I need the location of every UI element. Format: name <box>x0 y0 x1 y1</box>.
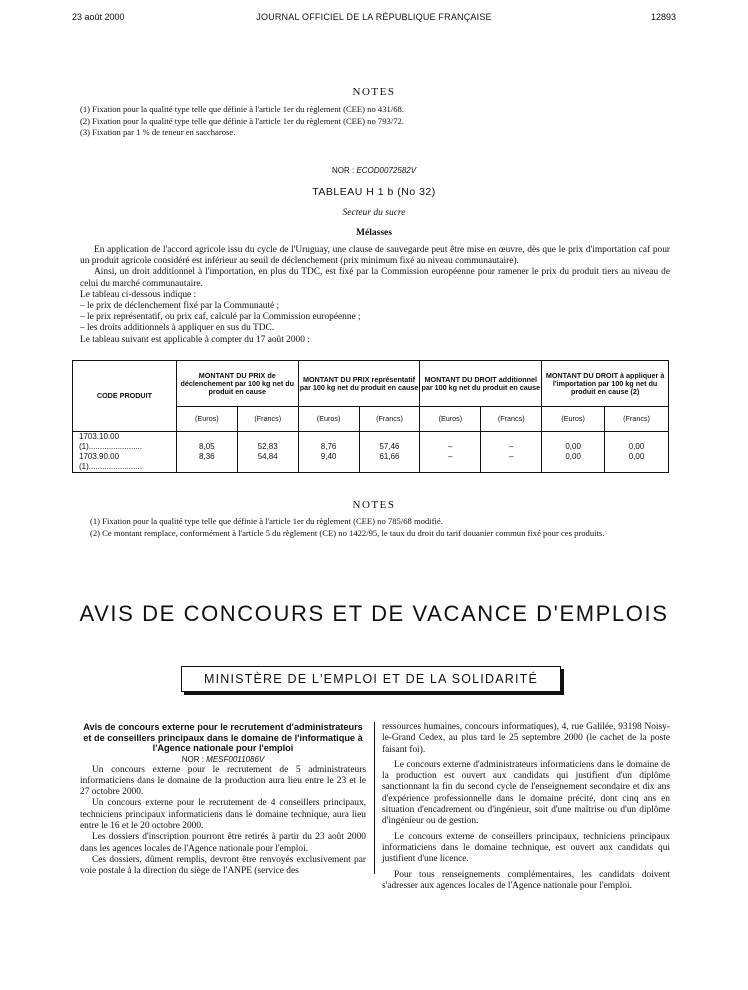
avis-paragraph: Le concours externe d'administrateurs informaticiens dans le domaine de la production est ouvert aux candidats qui justifient d'un diplôme sanctionnant la fin du second cycle de l'enseignement secondaire et dix ans d'expérience professionnelle dans le domaine précité, dont cinq ans en situation d'encadrement ou d'ingénieur, soit d'une maîtrise ou d'un diplôme d'ingénieur ou de gestion. <box>382 759 670 827</box>
table-cell: 52,83 54,84 <box>237 432 298 473</box>
table-cell: – – <box>420 432 481 473</box>
header-date: 23 août 2000 <box>72 12 125 22</box>
intro-paragraph: Le tableau ci-dessous indique : <box>80 289 197 300</box>
header-page-number: 12893 <box>650 12 676 22</box>
intro-list-item: – le prix de déclenchement fixé par la Communauté ; <box>80 301 280 312</box>
header-journal-title: JOURNAL OFFICIEL DE LA RÉPUBLIQUE FRANÇAISE <box>256 12 492 22</box>
table-unit-header: (Euros) <box>420 407 481 432</box>
ministry-heading: MINISTÈRE DE L'EMPLOI ET DE LA SOLIDARITÉ <box>181 666 561 692</box>
nor-reference <box>0 166 748 175</box>
nor-code: ECOD0072582V <box>356 166 417 175</box>
table-unit-header: (Euros) <box>298 407 359 432</box>
column-divider <box>374 722 375 874</box>
avis-left-column <box>80 722 366 877</box>
avis-paragraph: Un concours externe pour le recrutement de 5 administrateurs informaticiens dans le domaine de la production aura lieu entre le 23 et le 27 octobre 2000. <box>80 764 366 798</box>
intro-list-item: – les droits additionnels à appliquer en sus du TDC. <box>80 323 275 334</box>
table-unit-header: (Francs) <box>605 407 669 432</box>
notes-bottom-title: NOTES <box>352 499 396 511</box>
avis-paragraph: ressources humaines, concours informatiques), 4, rue Galilée, 93198 Noisy-le-Grand Cedex, au plus tard le 25 septembre 2000 (le cachet de la poste faisant foi). <box>382 722 670 755</box>
note-item: (1) Fixation pour la qualité type telle que définie à l'article 1er du règlement (CEE) no 431/68. <box>80 104 404 114</box>
table-cell: 8,05 8,36 <box>176 432 237 473</box>
table-unit-header: (Euros) <box>542 407 605 432</box>
table-cell-codes <box>73 432 177 473</box>
intro-paragraph: En application de l'accord agricole issu du cycle de l'Uruguay, une clause de sauvegarde peut être mise en œuvre, dès que le prix d'importation caf pour un produit agricole considéré est inférieur au seuil de déclenchement (prix minimum fixé au niveau communautaire). <box>80 245 670 267</box>
avis-paragraph: Les dossiers d'inscription pourront être retirés à partir du 23 août 2000 dans les agences locales de l'Agence nationale pour l'emploi. <box>80 832 366 854</box>
tableau-title: TABLEAU H 1 b (No 32) <box>312 186 436 198</box>
intro-list-item: – le prix représentatif, ou prix caf, calculé par la Commission européenne ; <box>80 312 361 323</box>
table-cell: 0,00 0,00 <box>605 432 669 473</box>
table-cell: 57,46 61,66 <box>359 432 420 473</box>
table-header-code: CODE PRODUIT <box>73 361 177 432</box>
product-code: 1703.90.00 (1)........................ <box>79 452 143 471</box>
note-item: (1) Fixation pour la qualité type telle que définie à l'article 1er du règlement (CEE) no 785/68 modifié. <box>90 516 443 526</box>
nor-label: NOR : <box>331 166 355 175</box>
table-cell: 8,76 9,40 <box>298 432 359 473</box>
note-item: (2) Fixation pour la qualité type telle que définie à l'article 1er du règlement (CEE) no 793/72. <box>80 115 404 126</box>
intro-paragraph: Ainsi, un droit additionnel à l'importation, en plus du TDC, est fixé par la Commission européenne pour ramener le prix du produit tiers au niveau de celui du marché communautaire. <box>80 267 670 289</box>
note-item: (2) Ce montant remplace, conformément à l'article 5 du règlement (CE) no 1422/95, le taux du droit du tarif douanier commun fixé pour ces produits. <box>90 527 605 538</box>
avis-title: Avis de concours externe pour le recrutement d'administrateurs et de conseillers principaux dans le domaine de l'informatique à l'Agence nationale pour l'emploi <box>83 722 363 753</box>
table-cell: – – <box>481 432 542 473</box>
running-header <box>72 12 676 26</box>
avis-right-column <box>382 722 670 892</box>
avis-paragraph: Un concours externe pour le recrutement de 4 conseillers principaux, techniciens principaux informaticiens dans le domaine technique, aura lieu entre le 16 et le 20 octobre 2000. <box>80 798 366 831</box>
section-title: AVIS DE CONCOURS ET DE VACANCE D'EMPLOIS <box>79 601 669 626</box>
intro-text <box>80 245 670 346</box>
tableau-product: Mélasses <box>356 228 392 238</box>
avis-nor-code: MESF0011086V <box>206 754 265 764</box>
price-table <box>72 360 669 473</box>
notes-top <box>80 104 670 139</box>
table-unit-header: (Francs) <box>237 407 298 432</box>
avis-paragraph: Pour tous renseignements complémentaires, les candidats doivent s'adresser aux agences locales de l'Agence nationale pour l'emploi. <box>382 869 670 891</box>
notes-top-title: NOTES <box>352 86 396 98</box>
note-item: (3) Fixation par 1 % de teneur en saccharose. <box>80 127 236 137</box>
product-code: 1703.10.00 (1)........................ <box>79 432 143 451</box>
table-unit-header: (Francs) <box>359 407 420 432</box>
avis-paragraph: Le concours externe de conseillers principaux, techniciens principaux informaticiens dans le domaine technique, est ouvert aux candidats qui justifient d'une licence. <box>382 831 670 865</box>
table-header-group: MONTANT DU PRIX représentatif par 100 kg net du produit en cause <box>298 361 420 407</box>
avis-nor-label: NOR : <box>181 754 204 764</box>
notes-bottom <box>80 516 670 539</box>
table-header-group: MONTANT DU DROIT additionnel par 100 kg net du produit en cause <box>420 361 542 407</box>
table-cell: 0,00 0,00 <box>542 432 605 473</box>
table-unit-header: (Francs) <box>481 407 542 432</box>
table-row <box>73 432 669 473</box>
intro-paragraph: Le tableau suivant est applicable à compter du 17 août 2000 : <box>80 334 310 345</box>
avis-nor <box>80 754 366 765</box>
tableau-sector: Secteur du sucre <box>342 208 406 218</box>
table-header-group: MONTANT DU PRIX de déclenchement par 100 kg net du produit en cause <box>176 361 298 407</box>
table-header-group: MONTANT DU DROIT à appliquer à l'importation par 100 kg net du produit en cause (2) <box>542 361 669 407</box>
avis-paragraph: Ces dossiers, dûment remplis, devront être renvoyés exclusivement par voie postale à la direction du siège de l'ANPE (service des <box>80 854 366 877</box>
table-unit-header: (Euros) <box>176 407 237 432</box>
